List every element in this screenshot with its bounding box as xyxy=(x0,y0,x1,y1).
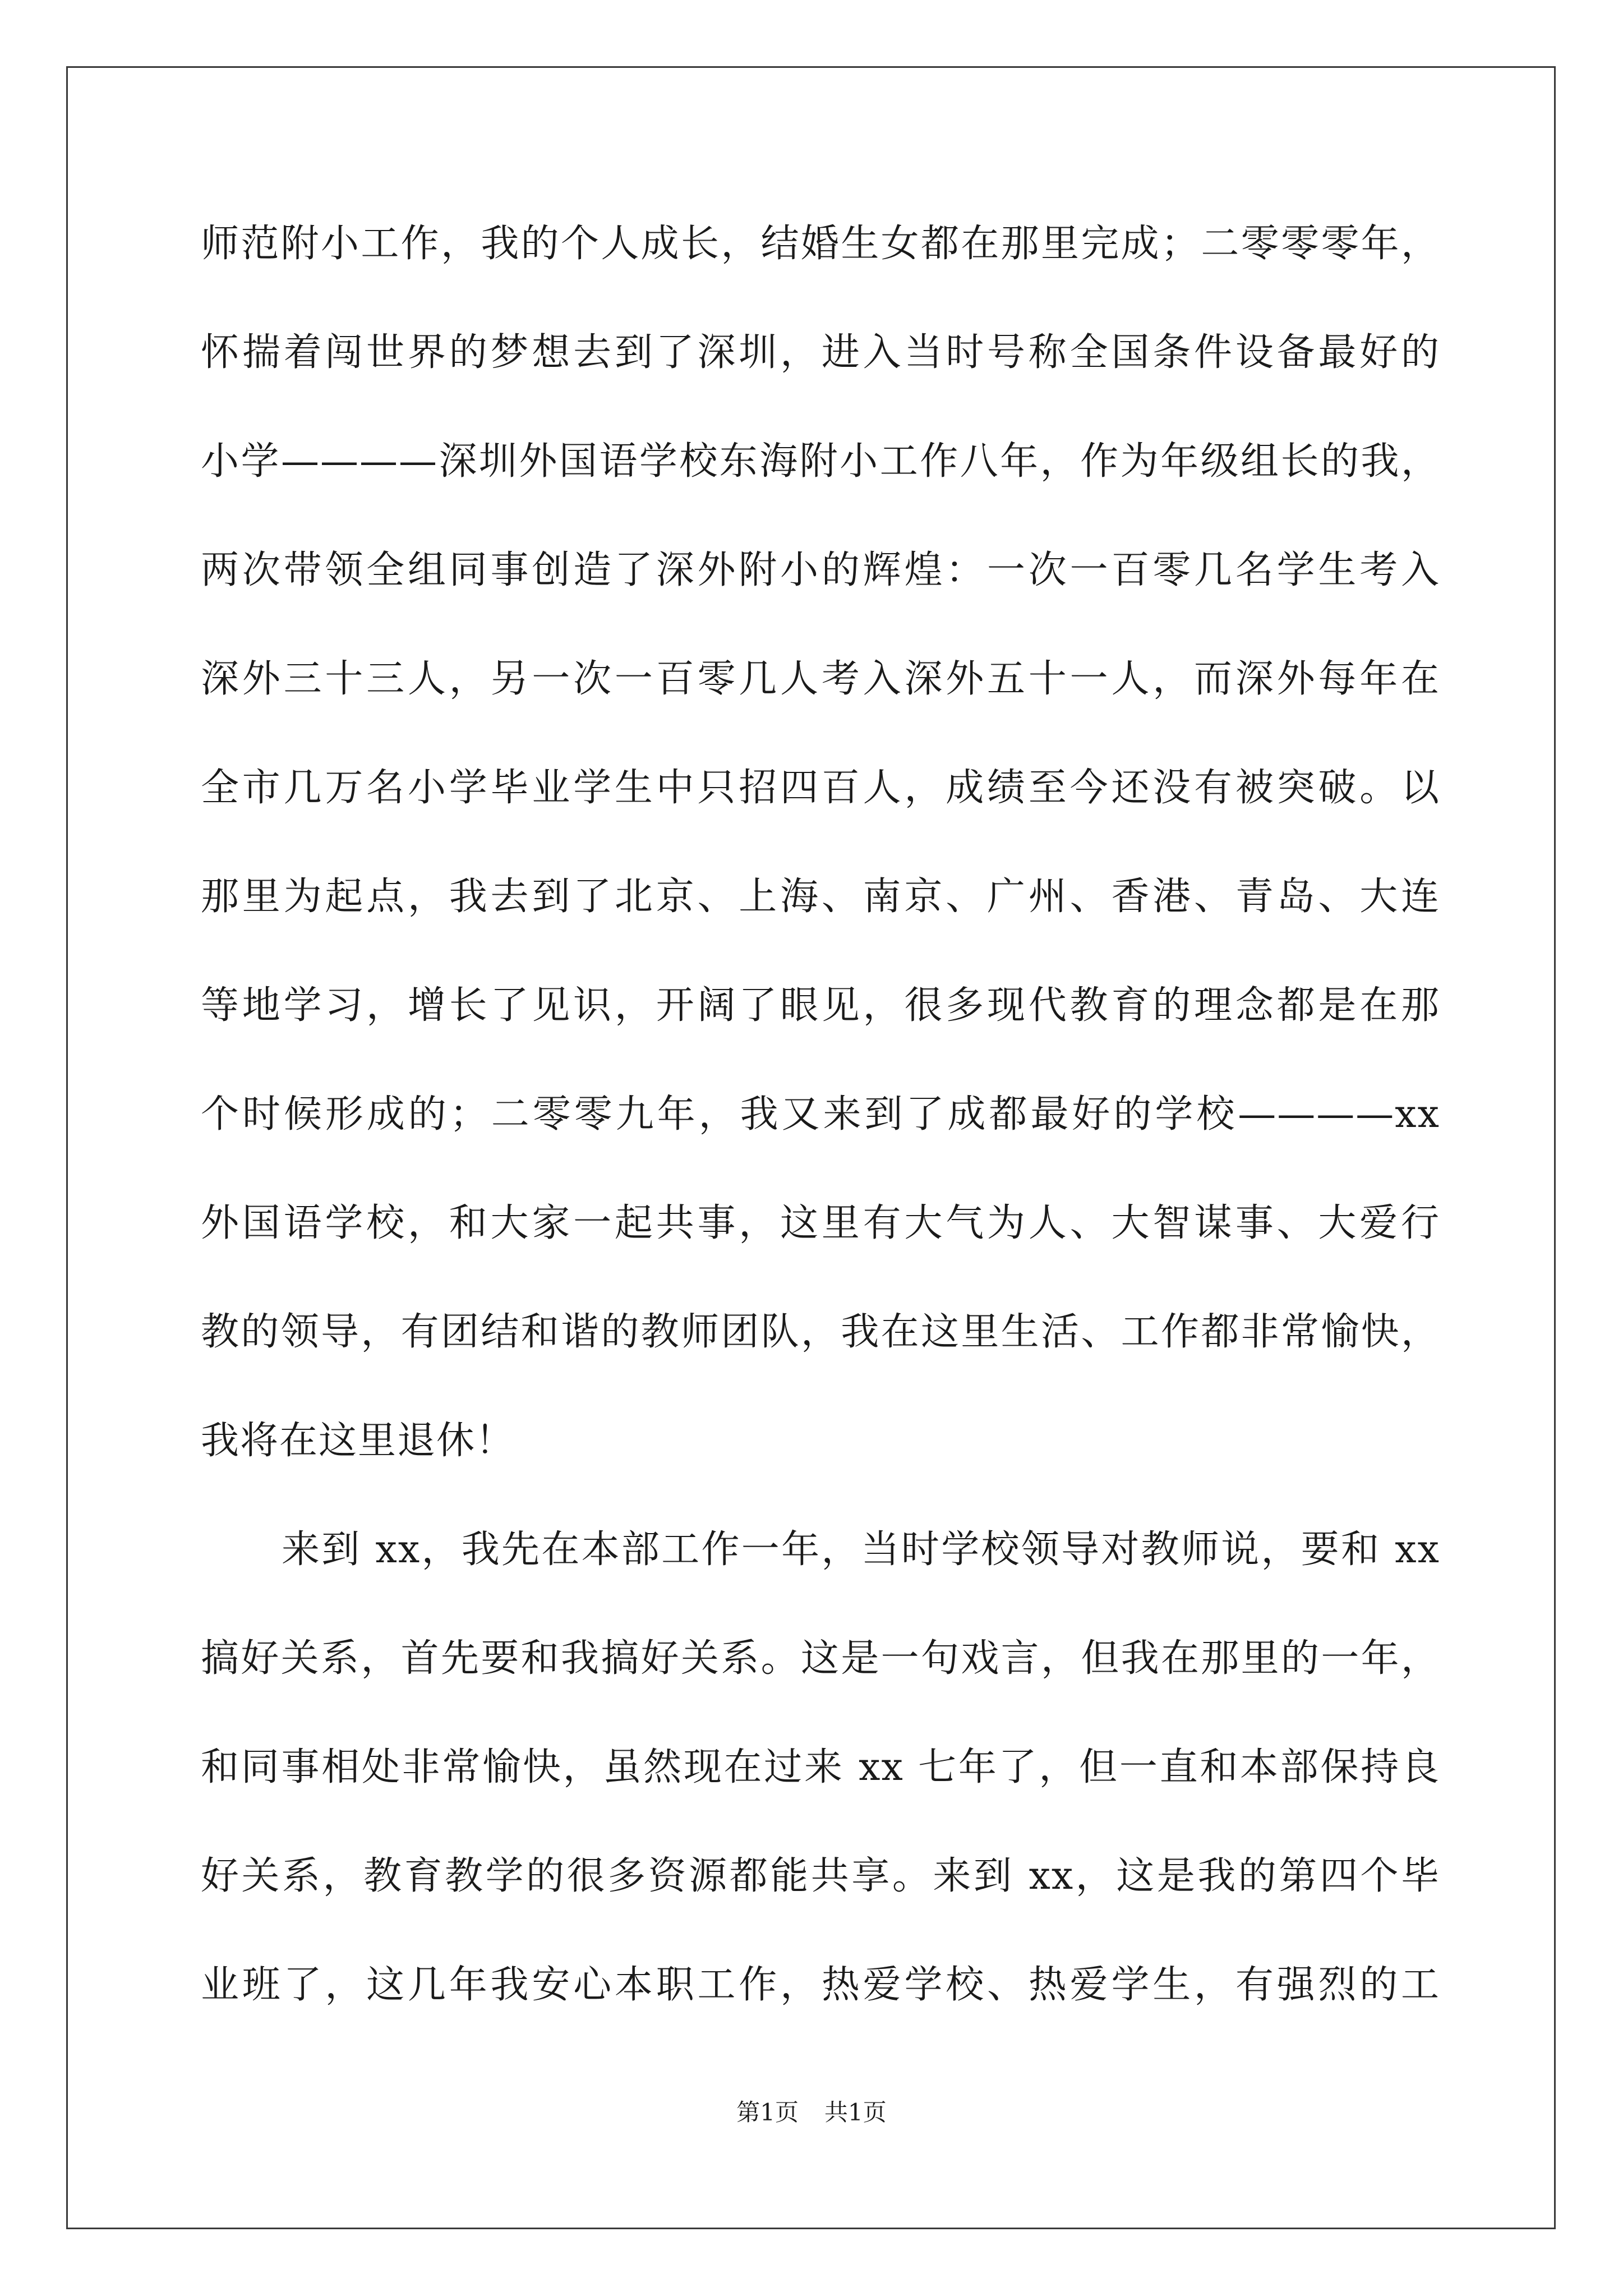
text-line: 外国语学校，和大家一起共事，这里有大气为人、大智谋事、大爱行 xyxy=(201,1201,1440,1245)
text-line: 和同事相处非常愉快，虽然现在过来 xx 七年了，但一直和本部保持良 xyxy=(201,1745,1440,1789)
text-line: 怀揣着闯世界的梦想去到了深圳，进入当时号称全国条件设备最好的 xyxy=(201,330,1440,375)
text-line: 全市几万名小学毕业学生中只招四百人，成绩至今还没有被突破。以 xyxy=(201,766,1440,810)
text-line: 深外三十三人，另一次一百零几人考入深外五十一人，而深外每年在 xyxy=(201,657,1440,701)
page-footer xyxy=(0,2096,1623,2129)
text-line: 搞好关系，首先要和我搞好关系。这是一句戏言，但我在那里的一年， xyxy=(201,1636,1440,1681)
text-line: 两次带领全组同事创造了深外附小的辉煌：一次一百零几名学生考入 xyxy=(201,548,1440,592)
text-line: 业班了，这几年我安心本职工作，热爱学校、热爱学生，有强烈的工 xyxy=(201,1963,1440,2007)
text-line: 教的领导，有团结和谐的教师团队，我在这里生活、工作都非常愉快， xyxy=(201,1310,1440,1354)
text-line: 师范附小工作，我的个人成长，结婚生女都在那里完成；二零零零年， xyxy=(201,222,1440,266)
page-number: 第1页 xyxy=(736,2099,799,2126)
text-line: 小学————深圳外国语学校东海附小工作八年，作为年级组长的我， xyxy=(201,439,1440,484)
text-line: 我将在这里退休！ xyxy=(201,1419,515,1463)
text-line: 好关系，教育教学的很多资源都能共享。来到 xx，这是我的第四个毕 xyxy=(201,1854,1440,1898)
page-total: 共1页 xyxy=(824,2099,887,2126)
text-line: 等地学习，增长了见识，开阔了眼见，很多现代教育的理念都是在那 xyxy=(201,983,1440,1028)
text-line: 来到 xx，我先在本部工作一年，当时学校领导对教师说，要和 xx xyxy=(282,1527,1440,1572)
text-line: 那里为起点，我去到了北京、上海、南京、广州、香港、青岛、大连 xyxy=(201,875,1440,919)
text-line: 个时候形成的；二零零九年，我又来到了成都最好的学校————xx xyxy=(201,1092,1440,1137)
document-body xyxy=(201,190,1440,2040)
